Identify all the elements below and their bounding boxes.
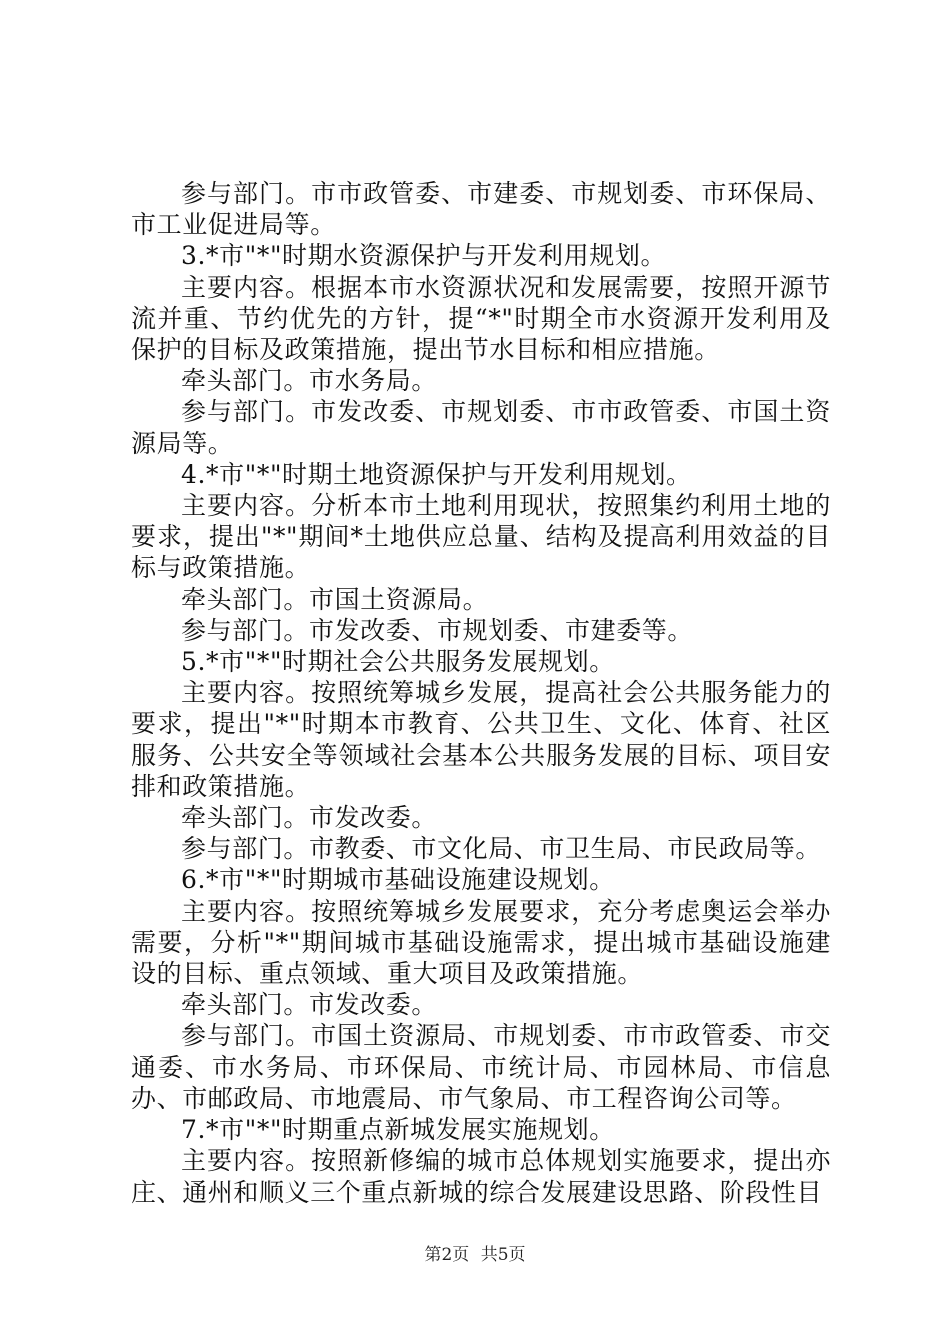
section-heading: 4.*市"*"时期土地资源保护与开发利用规划。 — [181, 459, 692, 489]
paragraph: 主要内容。按照统筹城乡发展要求，充分考虑奥运会举办需要，分析"*"期间城市基础设施需求，提出城市基础设施建设的目标、重点领域、重大项目及政策措施。 — [131, 896, 831, 989]
page-footer — [0, 1244, 950, 1266]
paragraph: 参与部门。市发改委、市规划委、市建委等。 — [181, 615, 694, 645]
paragraph: 牵头部门。市水务局。 — [181, 366, 438, 396]
section-heading: 5.*市"*"时期社会公共服务发展规划。 — [181, 647, 615, 677]
page-total: 共5页 — [480, 1245, 526, 1265]
document-body — [131, 178, 831, 1208]
paragraph: 主要内容。按照统筹城乡发展，提高社会公共服务能力的要求，提出"*"时期本市教育、公共卫生、文化、体育、社区服务、公共安全等领域社会基本公共服务发展的目标、项目安排和政策措施。 — [131, 678, 831, 801]
paragraph: 参与部门。市国土资源局、市规划委、市市政管委、市交通委、市水务局、市环保局、市统计局、市园林局、市信息办、市邮政局、市地震局、市气象局、市工程咨询公司等。 — [131, 1021, 831, 1113]
paragraph: 牵头部门。市国土资源局。 — [181, 584, 489, 614]
paragraph: 主要内容。分析本市土地利用现状，按照集约利用土地的要求，提出"*"期间*土地供应总量、结构及提高利用效益的目标与政策措施。 — [131, 491, 831, 583]
paragraph: 主要内容。根据本市水资源状况和发展需要，按照开源节流并重、节约优先的方针，提“*"时期全市水资源开发利用及保护的目标及政策措施，提出节水目标和相应措施。 — [131, 272, 831, 365]
paragraph: 牵头部门。市发改委。 — [181, 803, 438, 833]
page-number: 第2页 — [424, 1245, 470, 1265]
section-heading: 7.*市"*"时期重点新城发展实施规划。 — [181, 1115, 615, 1145]
paragraph: 牵头部门。市发改委。 — [181, 990, 438, 1020]
paragraph: 参与部门。市教委、市文化局、市卫生局、市民政局等。 — [181, 834, 822, 864]
paragraph: 参与部门。市发改委、市规划委、市市政管委、市国土资源局等。 — [131, 397, 831, 458]
section-heading: 3.*市"*"时期水资源保护与开发利用规划。 — [181, 241, 667, 271]
section-heading: 6.*市"*"时期城市基础设施建设规划。 — [181, 865, 615, 895]
paragraph: 主要内容。按照新修编的城市总体规划实施要求，提出亦庄、通州和顺义三个重点新城的综合发展建设思路、阶段性目 — [131, 1146, 831, 1207]
paragraph: 参与部门。市市政管委、市建委、市规划委、市环保局、市工业促进局等。 — [131, 179, 831, 240]
